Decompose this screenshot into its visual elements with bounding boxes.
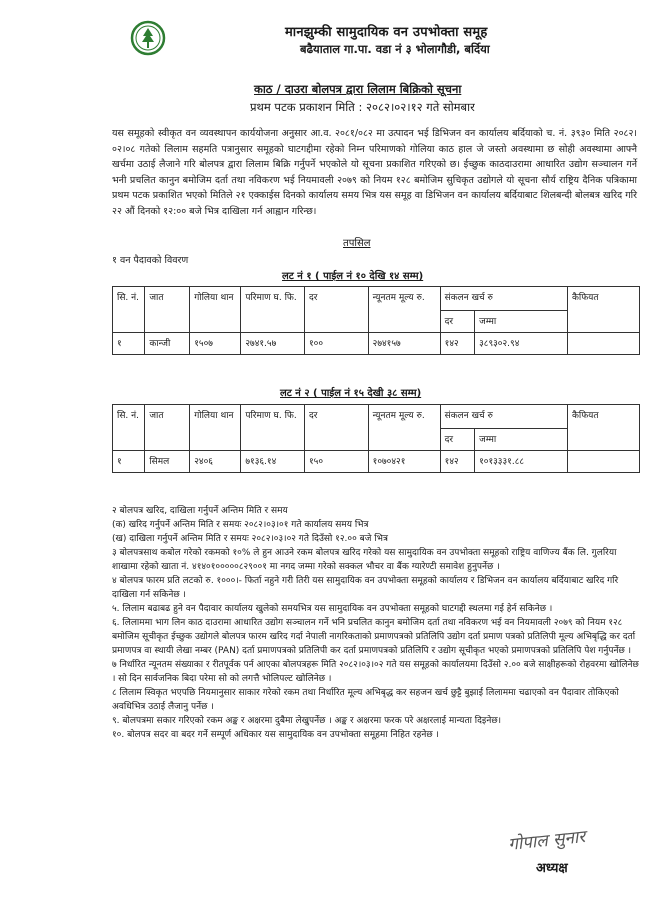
cell-remarks	[567, 451, 639, 473]
cell-rate: १००	[304, 333, 368, 355]
lot-table	[112, 286, 640, 355]
cell-min-value: १०७०४२१	[368, 451, 440, 473]
col-header-sn: सि. नं.	[113, 405, 145, 451]
schedule-heading: तपसिल	[343, 238, 371, 249]
section-label: १ वन पैदावको विवरण	[112, 255, 189, 266]
organization-logo	[130, 20, 166, 56]
col-header-volume: परिमाण घ. फि.	[241, 405, 305, 451]
publish-date: प्रथम पटक प्रकाशन मिति : २०८२।०२।१२ गते सोमबार	[250, 100, 475, 114]
col-header-min-value: न्यूनतम मूल्य रु.	[368, 287, 440, 333]
condition-item: २ बोलपत्र खरिद, दाखिला गर्नुपर्ने अन्तिम मिति र समय	[112, 506, 288, 516]
col-header-collection-cost: संकलन खर्च रु	[440, 287, 567, 311]
cell-sn: १	[113, 451, 145, 473]
cell-collection-total: १०१३३३१.८८	[475, 451, 568, 473]
cell-species: सिमल	[145, 451, 190, 473]
col-header-volume: परिमाण घ. फि.	[241, 287, 305, 333]
col-header-remarks: कैफियत	[567, 405, 639, 451]
organization-address: बढैयाताल गा.पा. वडा नं ३ भोलागौडी, बर्दिया	[300, 42, 490, 56]
cell-remarks	[567, 333, 639, 355]
cell-collection-rate: १४२	[440, 333, 474, 355]
lot-heading: लट नं २ ( पाईल नं १५ देखी ३८ सम्म)	[280, 388, 422, 399]
condition-item: ३ बोलपत्रसाथ कबोल गरेको रकमको १०% ले हुन आउने रकम बोलपत्र खरिद गरेको यस सामुदायिक वन उपभोक्ता समूहको राष्ट्रिय वाणिज्य बैंक लि. गुलरिया शाखामा रहेको खाता नं. ४१४०१०००००८२९००१ मा नगद जम्मा गरेको सक्कल भौचर वा बैंक ग्यारेण्टी समावेश हुनुपर्नेछ ।	[112, 548, 617, 572]
col-header-rate: दर	[304, 287, 368, 333]
condition-item: (ख) दाखिला गर्नुपर्ने अन्तिम मिति र समयः २०८२।०३।०२ गते दिउँसो १२.०० बजे भित्र	[112, 534, 388, 544]
cell-sn: १	[113, 333, 145, 355]
col-header-collection-rate: दर	[440, 429, 474, 451]
col-header-sn: सि. नं.	[113, 287, 145, 333]
col-header-rate: दर	[304, 405, 368, 451]
col-header-logs: गोलिया थान	[190, 287, 241, 333]
col-header-remarks: कैफियत	[567, 287, 639, 333]
notice-body: यस समूहको स्वीकृत वन व्यवस्थापन कार्ययोजना अनुसार आ.व. २०८१/०८२ मा उत्पादन भई डिभिजन वन कार्यालय बर्दियाको च. नं. ३९३० मिति २०८२।०२।०८ गतेको लिलाम सहमति पत्रानुसार समूहको घाटगद्दीमा रहेको निम्न परिमाणको गोलिया काठ हाल जे जस्तो अवस्थामा छ सोही अवस्थामा आफ्नै खर्चमा उठाई लैजाने गरि बोलपत्र द्वारा लिलाम बिक्रि गर्नुपर्ने भएकोले यो सूचना प्रकाशित गरिएको छ। ईच्छुक काठदाउरामा आधारित उद्योग सञ्चालन गर्ने भनी प्रचलित कानुन बमोजिम दर्ता तथा नविकरण भई नियमावली २०७९ को नियम १२८ बमोजिम सुचिकृत उद्योगले यो सूचना सौर्य राष्ट्रिय दैनिक पत्रिकामा प्रथम पटक प्रकाशित भएको मितिले २१ एक्काईस दिनको कार्यालय समय भित्र यस समूह वा डिभिजन वन कार्यालय बर्दियाबाट शिलबन्दी बोलबत्र खरिद गरि २२ औं दिनको १२:०० बजे भित्र दाखिला गर्न आह्वान गरिन्छ।	[112, 128, 637, 217]
cell-volume: २७४१.५७	[241, 333, 305, 355]
col-header-collection-total: जम्मा	[475, 429, 568, 451]
col-header-collection-total: जम्मा	[475, 311, 568, 333]
cell-logs: २४०६	[190, 451, 241, 473]
table-row	[113, 451, 640, 473]
cell-volume: ७१३६.१४	[241, 451, 305, 473]
organization-name: मानझुम्की सामुदायिक वन उपभोक्ता समूह	[285, 25, 488, 40]
signatory-title: अध्यक्ष	[536, 861, 568, 876]
col-header-logs: गोलिया थान	[190, 405, 241, 451]
cell-collection-rate: १४२	[440, 451, 474, 473]
table-row	[113, 333, 640, 355]
condition-item: (क) खरिद गर्नुपर्ने अन्तिम मिति र समयः २०८२।०३।०१ गते कार्यालय समय भित्र	[112, 520, 369, 530]
col-header-collection-cost: संकलन खर्च रु	[440, 405, 567, 429]
col-header-species: जात	[145, 287, 190, 333]
condition-item: ८ लिलाम स्विकृत भएपछि नियमानुसार साकार गरेको रकम तथा निर्धारित मूल्य अभिबृद्ध कर सहजन खर्च छुट्टै बुझाई लिलाममा चढाएको वन पैदावार तोकिएको अवधिभित्र उठाई लैजानु पर्नेछ ।	[112, 688, 619, 712]
condition-item: ४ बोलपत्र फारम प्रति लटको रु. १०००।- फिर्ता नहुने गरी तिरी यस सामुदायिक वन उपभोक्ता समूहको कार्यालय र डिभिजन वन कार्यालय बर्दियाबाट खरिद गरि दाखिला गर्न सकिनेछ ।	[112, 576, 619, 600]
col-header-species: जात	[145, 405, 190, 451]
cell-logs: १५०७	[190, 333, 241, 355]
lot-heading: लट नं १ ( पाईल नं १० देखि १४ सम्म)	[282, 271, 424, 282]
cell-species: कान्जी	[145, 333, 190, 355]
condition-item: ७ निर्धारित न्यूनतम संख्याका र रीतपूर्वक पर्न आएका बोलपत्रहरू मिति २०८२।०३।०२ गते यस समूहको कार्यालयमा दिउँसो २.०० बजे साक्षीहरूको रोहवरमा खोलिनेछ । सो दिन सार्वजनिक बिदा परेमा सो को लगत्तै भोलिपल्ट खोलिनेछ ।	[112, 660, 639, 684]
signature: गोपाल सुनार	[507, 827, 587, 855]
col-header-min-value: न्यूनतम मूल्य रु.	[368, 405, 440, 451]
cell-min-value: २७४१५७	[368, 333, 440, 355]
condition-item: १०. बोलपत्र सदर वा बदर गर्ने सम्पूर्ण अधिकार यस सामुदायिक वन उपभोक्ता समूहमा निहित रहनेछ ।	[112, 730, 439, 740]
condition-item: ५. लिलाम बढाबढ हुने वन पैदावार कार्यालय खुलेको समयभित्र यस सामुदायिक वन उपभोक्ता समूहको घाटगद्दी स्थलमा गई हेर्न सकिनेछ ।	[112, 604, 553, 614]
col-header-collection-rate: दर	[440, 311, 474, 333]
condition-item: ६. लिलाममा भाग लिन काठ दाउरामा आधारित उद्योग सञ्चालन गर्ने भनि प्रचलित कानुन बमोजिम दर्ता तथा नविकरण भई वन नियमावली २०७९ को नियम १२८ बमोजिम सूचीकृत ईच्छुक उद्योगले बोलपत्र फारम खरिद गर्दा नेपाली नागरिकताको प्रमाणपत्रको प्रतिलिपि उद्योग दर्ता प्रमाण पत्रको प्रतिलिपी मूल्य अभिबृद्धि कर दर्ता प्रमाणपत्र वा स्थायी लेखा नम्बर (PAN) दर्ता प्रमाणपत्रको प्रतिलिपी कर दर्ता प्रमाणपत्रको प्रतिलिपि र उद्योग सूचीकृत भएको प्रमाणपत्रको प्रतिलिपि पेश गर्नुपर्नेछ ।	[112, 618, 636, 656]
conditions-list	[112, 504, 642, 742]
lot-table	[112, 404, 640, 473]
cell-rate: १५०	[304, 451, 368, 473]
notice-title: काठ / दाउरा बोलपत्र द्वारा लिलाम बिक्रिको सूचना	[254, 82, 462, 96]
cell-collection-total: ३८९३०२.९४	[475, 333, 568, 355]
condition-item: ९. बोलपत्रमा सकार गरिएको रकम अङ्क र अक्षरमा दुबैमा लेखुपर्नेछ । अङ्क र अक्षरमा फरक परे अक्षरलाई मान्यता दिइनेछ।	[112, 716, 502, 726]
